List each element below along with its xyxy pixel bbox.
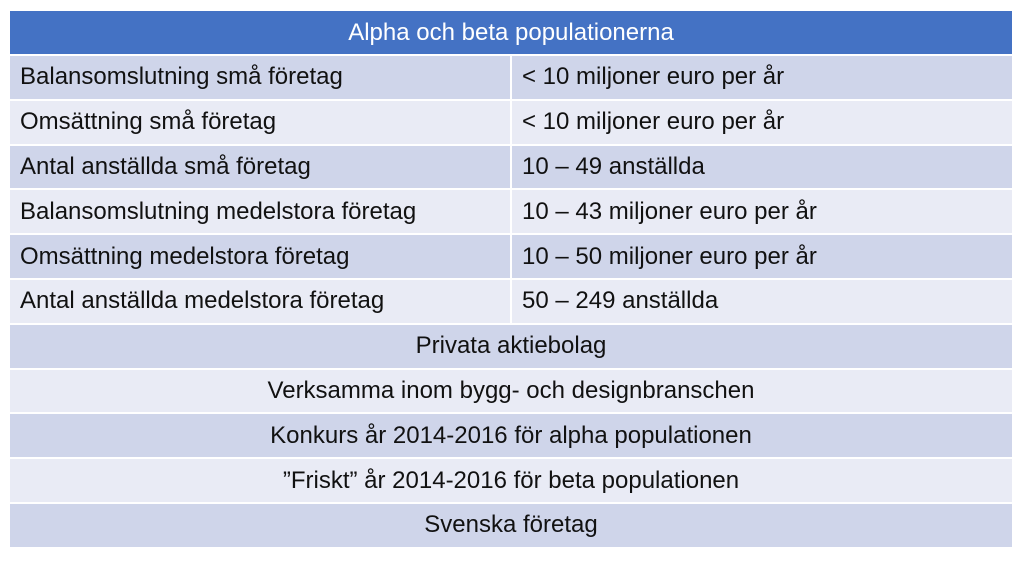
table-title: Alpha och beta populationerna [9, 10, 1013, 55]
row-value: < 10 miljoner euro per år [511, 100, 1013, 145]
table-row [9, 145, 1013, 190]
table-row [9, 413, 1013, 458]
row-value: 10 – 43 miljoner euro per år [511, 189, 1013, 234]
row-label: Antal anställda medelstora företag [9, 279, 511, 324]
row-value: 50 – 249 anställda [511, 279, 1013, 324]
row-value: 10 – 50 miljoner euro per år [511, 234, 1013, 279]
row-label: Omsättning små företag [9, 100, 511, 145]
table-row [9, 189, 1013, 234]
table-header-row [9, 10, 1013, 55]
table-row [9, 458, 1013, 503]
full-width-row-text: Svenska företag [9, 503, 1013, 548]
row-value: < 10 miljoner euro per år [511, 55, 1013, 100]
table-row [9, 55, 1013, 100]
population-table-container [8, 9, 1012, 549]
table-row [9, 279, 1013, 324]
full-width-row-text: ”Friskt” år 2014-2016 för beta populationen [9, 458, 1013, 503]
full-width-row-text: Privata aktiebolag [9, 324, 1013, 369]
row-label: Balansomslutning medelstora företag [9, 189, 511, 234]
full-width-row-text: Verksamma inom bygg- och designbranschen [9, 369, 1013, 414]
table-row [9, 369, 1013, 414]
row-value: 10 – 49 anställda [511, 145, 1013, 190]
table-row [9, 234, 1013, 279]
full-width-row-text: Konkurs år 2014-2016 för alpha populationen [9, 413, 1013, 458]
row-label: Omsättning medelstora företag [9, 234, 511, 279]
table-row [9, 324, 1013, 369]
row-label: Antal anställda små företag [9, 145, 511, 190]
population-criteria-table [8, 9, 1014, 549]
table-row [9, 503, 1013, 548]
table-row [9, 100, 1013, 145]
row-label: Balansomslutning små företag [9, 55, 511, 100]
